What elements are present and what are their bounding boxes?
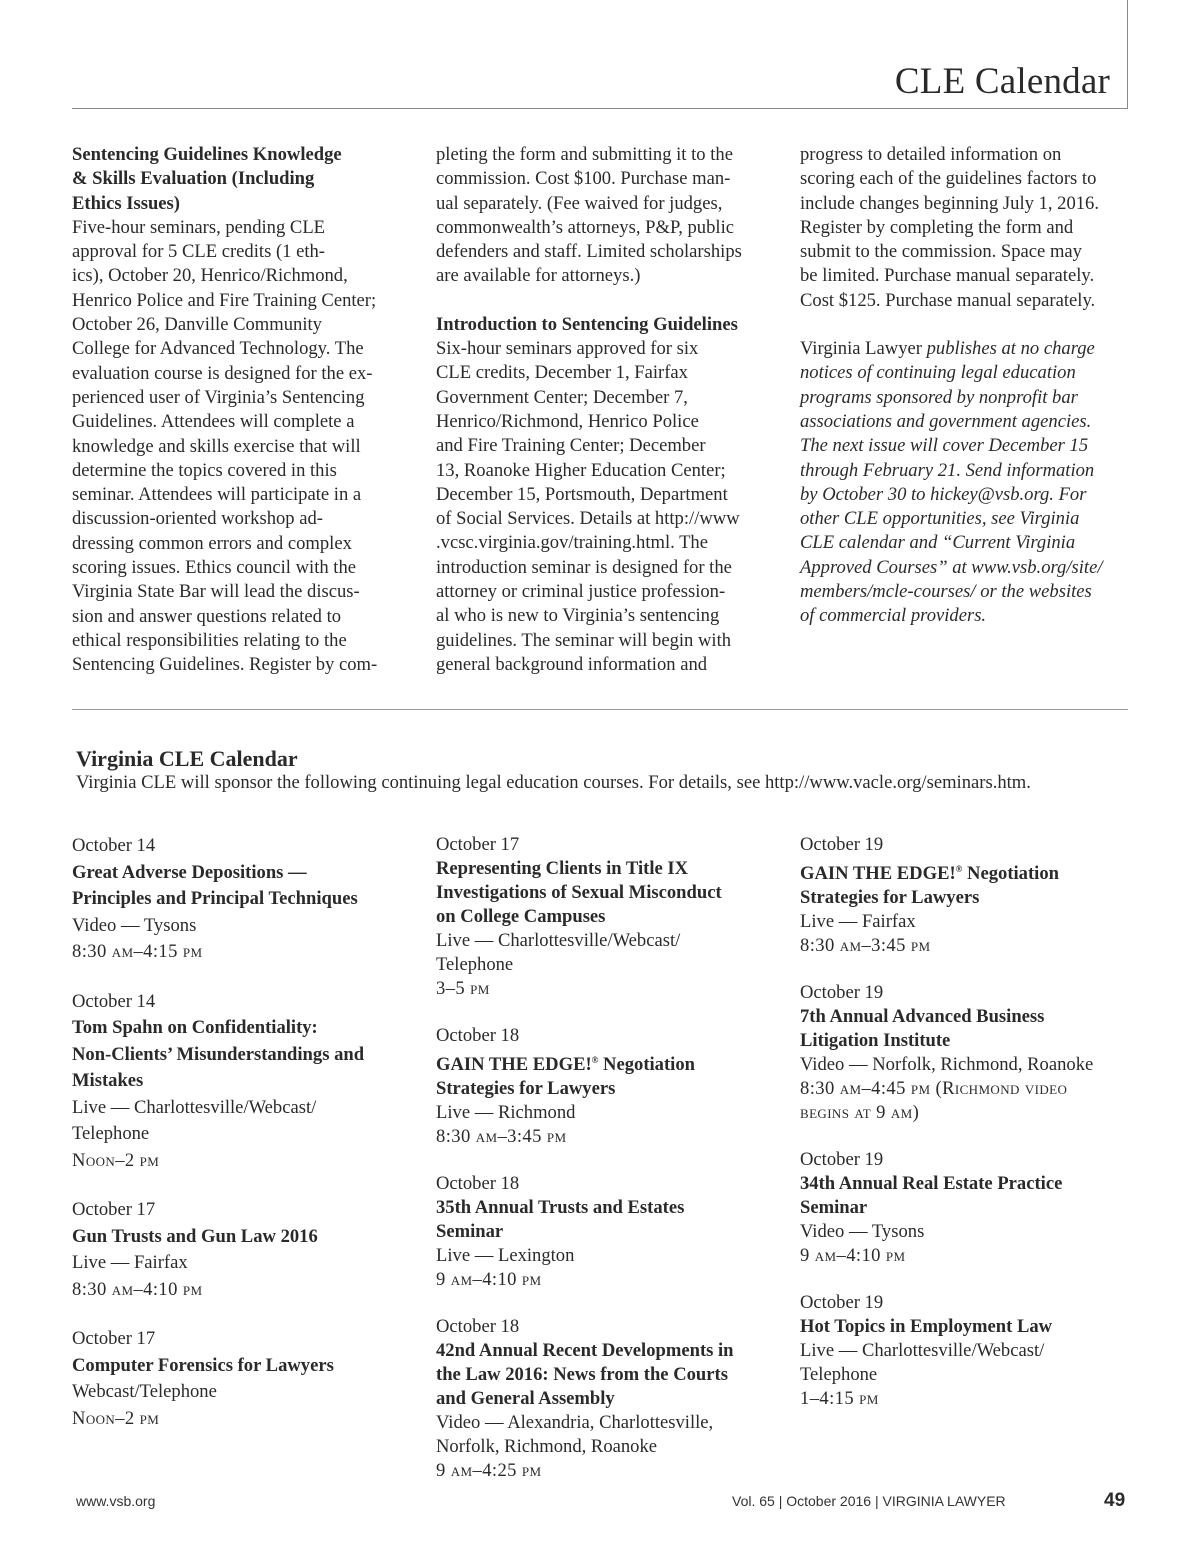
section-intro: Virginia CLE will sponsor the following continuing legal education courses. For details, see http://www.vacle.org/seminars.htm.: [76, 772, 1031, 793]
event-title-line: [72, 1224, 412, 1251]
event-title-text: GAIN THE EDGE!: [800, 863, 956, 885]
event-title-line: [72, 1042, 412, 1069]
article-text-line: dressing common errors and complex: [72, 532, 352, 554]
article-text-line: are available for attorneys.): [436, 265, 641, 287]
event-title-line: [800, 857, 1140, 886]
event-venue: Webcast/Telephone: [72, 1381, 217, 1402]
event-item: [72, 1326, 412, 1432]
event-item: [72, 989, 412, 1175]
notice-text-line: through February 21. Send information: [800, 459, 1095, 481]
event-item: [800, 833, 1140, 958]
event-date: October 19: [800, 982, 884, 1004]
article-text-line: attorney or criminal justice profession-: [436, 581, 726, 603]
event-time: 9 am–4:10 pm: [436, 1269, 542, 1291]
article-text-line: sion and answer questions related to: [72, 605, 342, 627]
event-title-text: Non-Clients’ Misunderstandings and: [72, 1043, 365, 1065]
notice-text-line: notices of continuing legal education: [800, 362, 1076, 384]
event-title-line: [436, 881, 776, 905]
event-title-line: [436, 857, 776, 881]
event-venue: Live — Charlottesville/Webcast/: [436, 930, 681, 951]
article-text-line: include changes beginning July 1, 2016.: [800, 192, 1099, 214]
event-date: October 19: [800, 834, 884, 855]
event-date: October 17: [436, 834, 520, 855]
event-title-line: [800, 886, 1140, 910]
article-text-line: 13, Roanoke Higher Education Center;: [436, 459, 726, 481]
article-title-line: & Skills Evaluation (Including: [72, 168, 315, 190]
event-title-text: the Law 2016: News from the Courts: [436, 1364, 728, 1386]
article-text-line: defenders and staff. Limited scholarships: [436, 241, 742, 263]
event-item: [800, 981, 1140, 1125]
publication-name: Virginia Lawyer: [800, 338, 922, 360]
section-title: Virginia CLE Calendar: [76, 746, 298, 771]
event-title-text: Strategies for Lawyers: [800, 887, 980, 909]
event-title-line: [436, 1339, 776, 1363]
notice-text-line: other CLE opportunities, see Virginia: [800, 508, 1080, 530]
article-text-line: determine the topics covered in this: [72, 459, 337, 481]
event-date: October 17: [72, 1328, 156, 1349]
article-title-line: Ethics Issues): [72, 192, 180, 214]
article-text-line: perienced user of Virginia’s Sentencing: [72, 386, 365, 408]
header-vertical-rule: [1127, 0, 1128, 108]
event-title-text: Seminar: [436, 1221, 504, 1243]
footer-issue: Vol. 65 | October 2016 | VIRGINIA LAWYER: [732, 1493, 1006, 1509]
event-title-line: [436, 1077, 776, 1101]
event-venue: Video — Norfolk, Richmond, Roanoke: [800, 1054, 1094, 1076]
footer-website: www.vsb.org: [76, 1493, 156, 1509]
event-venue: Video — Alexandria, Charlottesville,: [436, 1412, 714, 1434]
event-title-line: [436, 1387, 776, 1411]
event-time: 8:30 am–3:45 pm: [800, 935, 931, 957]
event-venue: Live — Lexington: [436, 1245, 575, 1267]
article-text-line: and Fire Training Center; December: [436, 435, 706, 457]
article-text-line: Virginia State Bar will lead the discus-: [72, 581, 360, 603]
article-text-line: December 15, Portsmouth, Department: [436, 483, 728, 505]
event-title-text: Gun Trusts and Gun Law 2016: [72, 1225, 318, 1247]
article-text-line: guidelines. The seminar will begin with: [436, 629, 732, 651]
article-text-line: be limited. Purchase manual separately.: [800, 265, 1095, 287]
article-text-line: Henrico Police and Fire Training Center;: [72, 289, 377, 311]
event-time: Noon–2 pm: [72, 1407, 160, 1429]
notice-text-line: by October 30 to hickey@vsb.org. For: [800, 483, 1087, 505]
event-venue: Live — Fairfax: [72, 1252, 188, 1273]
event-venue: Video — Tysons: [800, 1221, 925, 1243]
section-divider: [72, 709, 1128, 710]
article-text-line: Sentencing Guidelines. Register by com-: [72, 654, 378, 676]
page-number: 49: [1104, 1490, 1126, 1511]
article-text-line: commission. Cost $100. Purchase man-: [436, 168, 731, 190]
event-item: [436, 1172, 776, 1292]
notice-text-line: members/mcle-courses/ or the websites: [800, 581, 1092, 603]
article-text-line: of Social Services. Details at http://www: [436, 508, 740, 530]
article-title-line: Sentencing Guidelines Knowledge: [72, 144, 342, 165]
article-title-line: Introduction to Sentencing Guidelines: [436, 313, 738, 335]
event-time: 1–4:15 pm: [800, 1388, 879, 1410]
event-date: October 19: [800, 1292, 884, 1314]
event-time: begins at 9 am): [800, 1102, 920, 1124]
event-title-text: 35th Annual Trusts and Estates: [436, 1197, 685, 1219]
event-venue: Live — Fairfax: [800, 911, 916, 933]
notice-text-line: The next issue will cover December 15: [800, 435, 1089, 457]
event-time: 8:30 am–4:15 pm: [72, 941, 203, 962]
article-text-line: progress to detailed information on: [800, 144, 1062, 165]
article-text-line: College for Advanced Technology. The: [72, 338, 364, 360]
event-item: [436, 1024, 776, 1149]
event-date: October 19: [800, 1149, 884, 1171]
article-text-line: approval for 5 CLE credits (1 eth-: [72, 241, 325, 263]
registered-mark: ®: [591, 1055, 599, 1065]
article-text-line: scoring issues. Ethics council with the: [72, 557, 357, 579]
event-date: October 18: [436, 1173, 520, 1195]
event-time: 9 am–4:10 pm: [800, 1245, 906, 1267]
event-venue: Live — Charlottesville/Webcast/: [72, 1096, 317, 1118]
page-title: CLE Calendar: [894, 61, 1110, 102]
article-text-line: Six-hour seminars approved for six: [436, 338, 699, 360]
event-title-text: Seminar: [800, 1197, 868, 1219]
event-item: [436, 1315, 776, 1483]
event-item: [800, 1148, 1140, 1268]
event-title-line: [72, 1353, 412, 1380]
article-text-line: knowledge and skills exercise that will: [72, 435, 361, 457]
notice-text-line: Approved Courses” at www.vsb.org/site/: [800, 556, 1103, 578]
event-date: October 18: [436, 1316, 520, 1338]
event-title-line: [72, 1015, 412, 1042]
event-title-text: Principles and Principal Techniques: [72, 888, 358, 909]
event-item: [72, 833, 412, 966]
notice-text-line: of commercial providers.: [800, 605, 987, 627]
article-text-line: ethical responsibilities relating to the: [72, 629, 347, 651]
event-venue: Video — Tysons: [72, 914, 197, 936]
event-title-line: [800, 1005, 1140, 1029]
article-text-line: submit to the commission. Space may: [800, 241, 1082, 263]
event-venue: Norfolk, Richmond, Roanoke: [436, 1436, 658, 1458]
event-title-text: Investigations of Sexual Misconduct: [436, 882, 722, 903]
article-text-line: pleting the form and submitting it to the: [436, 144, 733, 165]
article-column-3: [800, 143, 1148, 629]
event-title-text: Representing Clients in Title IX: [436, 858, 689, 879]
event-time: 8:30 am–4:10 pm: [72, 1278, 203, 1300]
event-title-suffix: Negotiation: [962, 863, 1059, 885]
event-title-suffix: Negotiation: [598, 1054, 695, 1076]
event-time: Noon–2 pm: [72, 1149, 160, 1171]
event-title-line: [436, 905, 776, 929]
event-title-text: 7th Annual Advanced Business: [800, 1006, 1045, 1028]
event-time: 8:30 am–3:45 pm: [436, 1126, 567, 1148]
event-venue: Telephone: [800, 1364, 878, 1386]
event-item: [436, 833, 776, 1001]
event-title-text: Mistakes: [72, 1070, 144, 1091]
event-time: 9 am–4:25 pm: [436, 1460, 542, 1482]
notice-text-line: CLE calendar and “Current Virginia: [800, 532, 1076, 554]
article-text-line: October 26, Danville Community: [72, 314, 322, 336]
article-text-line: Five-hour seminars, pending CLE: [72, 216, 326, 238]
event-title-line: [800, 1315, 1140, 1339]
article-text-line: ual separately. (Fee waived for judges,: [436, 192, 723, 214]
header-rule: [72, 108, 1128, 109]
event-title-line: [800, 1172, 1140, 1196]
article-text-line: introduction seminar is designed for the: [436, 556, 732, 578]
events-column-3: [800, 833, 1140, 1434]
notice-text-line: associations and government agencies.: [800, 410, 1092, 432]
event-venue: Telephone: [436, 954, 514, 975]
event-title-text: Litigation Institute: [800, 1030, 951, 1052]
event-title-line: [436, 1048, 776, 1077]
article-text-line: Henrico/Richmond, Henrico Police: [436, 410, 699, 432]
event-date: October 18: [436, 1025, 520, 1046]
event-title-line: [436, 1220, 776, 1244]
article-text-line: commonwealth’s attorneys, P&P, public: [436, 216, 734, 238]
event-date: October 17: [72, 1199, 156, 1220]
article-text-line: evaluation course is designed for the ex-: [72, 362, 373, 384]
event-item: [72, 1197, 412, 1303]
event-title-text: GAIN THE EDGE!: [436, 1054, 592, 1076]
event-time: 3–5 pm: [436, 978, 490, 999]
article-column-2: [436, 143, 784, 677]
event-venue: Live — Richmond: [436, 1102, 576, 1124]
event-title-text: 42nd Annual Recent Developments in: [436, 1340, 734, 1362]
event-title-text: and General Assembly: [436, 1388, 615, 1410]
notice-text: publishes at no charge: [921, 338, 1095, 360]
event-time: 8:30 am–4:45 pm (Richmond video: [800, 1078, 1068, 1100]
event-title-text: on College Campuses: [436, 906, 606, 927]
notice-text-line: [800, 337, 1148, 361]
article-text-line: Register by completing the form and: [800, 216, 1074, 238]
article-column-1: [72, 143, 420, 678]
article-text-line: general background information and: [436, 653, 708, 675]
event-title-text: Hot Topics in Employment Law: [800, 1316, 1053, 1338]
event-title-text: Strategies for Lawyers: [436, 1078, 616, 1100]
article-text-line: Government Center; December 7,: [436, 386, 688, 408]
event-title-line: [72, 886, 412, 913]
article-text-line: scoring each of the guidelines factors to: [800, 168, 1097, 190]
article-text-line: ics), October 20, Henrico/Richmond,: [72, 265, 348, 287]
event-title-line: [800, 1196, 1140, 1220]
article-text-line: al who is new to Virginia’s sentencing: [436, 605, 720, 627]
article-text-line: CLE credits, December 1, Fairfax: [436, 362, 688, 384]
event-title-text: Computer Forensics for Lawyers: [72, 1354, 334, 1376]
registered-mark: ®: [955, 864, 963, 874]
event-venue: Telephone: [72, 1123, 150, 1144]
event-title-line: [72, 1068, 412, 1095]
event-venue: Live — Charlottesville/Webcast/: [800, 1340, 1045, 1362]
event-date: October 14: [72, 835, 156, 856]
article-text-line: discussion-oriented workshop ad-: [72, 508, 323, 530]
events-column-2: [436, 833, 776, 1506]
article-text-line: .vcsc.virginia.gov/training.html. The: [436, 532, 708, 554]
article-text-line: Cost $125. Purchase manual separately.: [800, 289, 1096, 311]
event-title-line: [436, 1196, 776, 1220]
event-title-text: Tom Spahn on Confidentiality:: [72, 1017, 318, 1038]
article-text-line: Guidelines. Attendees will complete a: [72, 411, 355, 433]
event-title-line: [800, 1029, 1140, 1053]
event-title-text: Great Adverse Depositions —: [72, 861, 307, 883]
event-title-line: [72, 860, 412, 887]
events-column-1: [72, 833, 412, 1455]
event-item: [800, 1291, 1140, 1411]
notice-text-line: programs sponsored by nonprofit bar: [800, 386, 1078, 408]
article-text-line: seminar. Attendees will participate in a: [72, 484, 362, 506]
event-title-line: [436, 1363, 776, 1387]
event-date: October 14: [72, 990, 156, 1012]
event-title-text: 34th Annual Real Estate Practice: [800, 1173, 1063, 1195]
